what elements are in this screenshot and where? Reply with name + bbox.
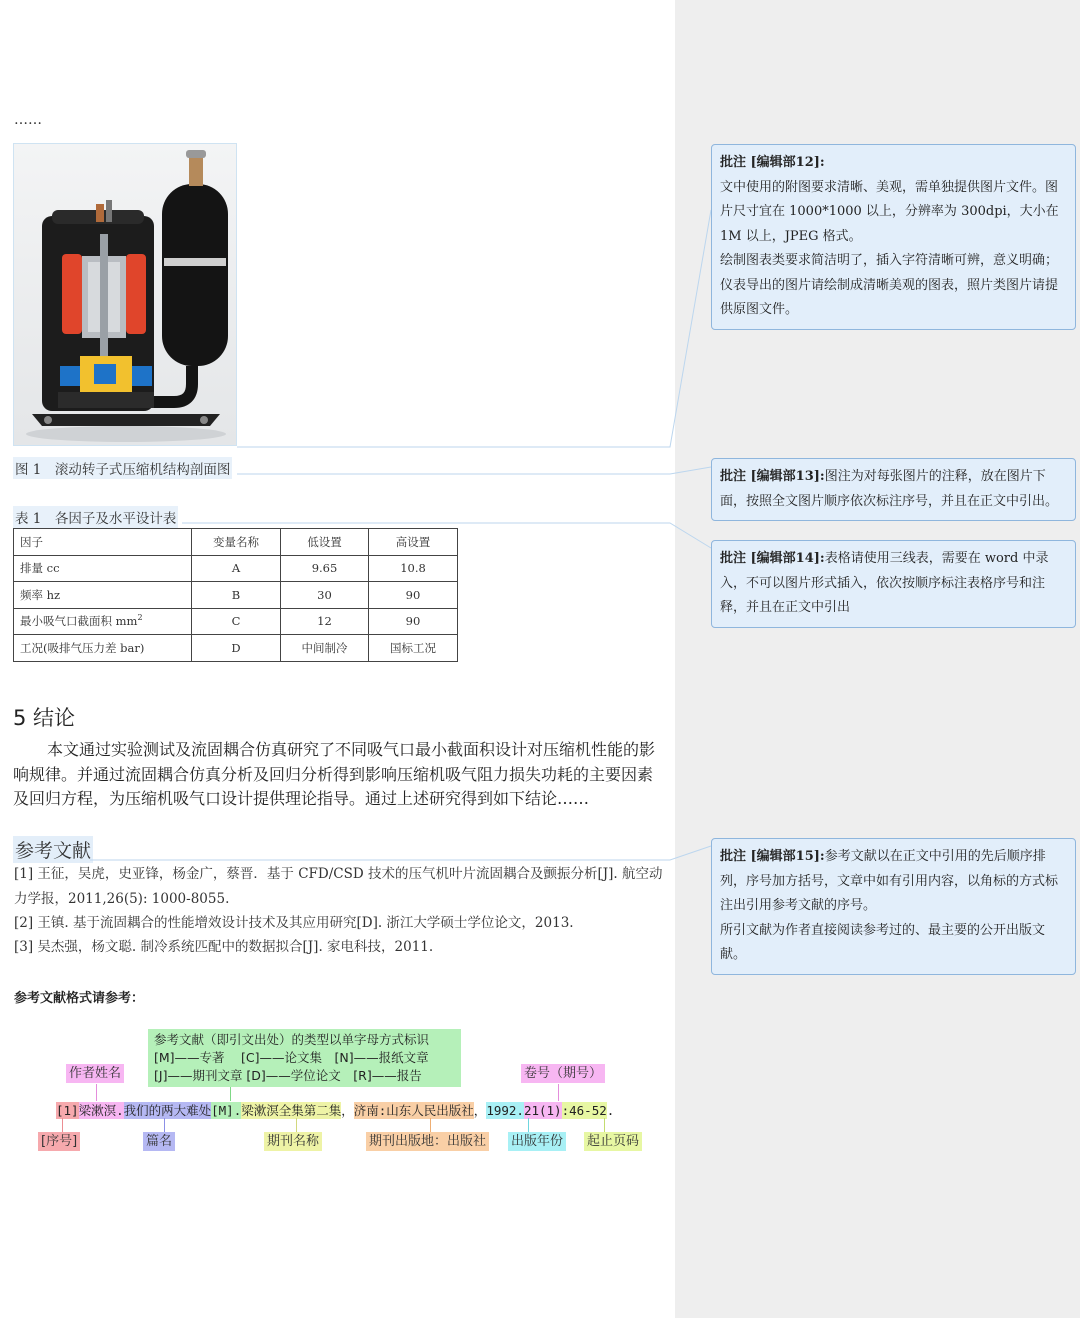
- table-cell: C: [192, 608, 281, 635]
- table-cell: 频率 hz: [14, 582, 192, 609]
- table-cell: 中间制冷: [281, 635, 369, 662]
- example-comma2: ，: [473, 1103, 487, 1118]
- superscript: 2: [137, 613, 143, 623]
- example-colon: :: [561, 1103, 570, 1118]
- conclusion-paragraph: 本文通过实验测试及流固耦合仿真研究了不同吸气口最小截面积设计对压缩机性能的影响规律。并通过流固耦合仿真分析及回归分析得到影响压缩机吸气阻力损失功耗的主要因素及回归方程，为压缩机吸气口设计提供理论指导。通过上述研究得到如下结论……: [13, 740, 656, 808]
- table-cell: 9.65: [281, 555, 369, 582]
- example-title: 我们的两大难处: [123, 1103, 212, 1118]
- table-caption: 表 1 各因子及水平设计表: [13, 506, 178, 528]
- example-comma: ，: [341, 1103, 354, 1118]
- reference-item: [3] 吴杰强，杨文聪. 制冷系统匹配中的数据拟合[J]. 家电科技，2011.: [14, 939, 434, 955]
- ellipsis-text: ……: [14, 112, 42, 128]
- legend-line: [M]——专著 [C]——论文集 [N]——报纸文章: [154, 1050, 429, 1065]
- reference-item: [1] 王征，吴虎，史亚锋，杨金广，蔡晋．基于 CFD/CSD 技术的压气机叶片流固耦合及颤振分析[J]. 航空动力学报，2011,26(5): 1000-8055.: [14, 866, 663, 907]
- table-cell: B: [192, 582, 281, 609]
- comment-text: 所引文献为作者直接阅读参考过的、最主要的公开出版文献。: [720, 922, 1046, 962]
- comment-15[interactable]: [711, 838, 1076, 975]
- legend-line: 参考文献（即引文出处）的类型以单字母方式标识: [154, 1032, 430, 1047]
- references-heading: 参考文献: [13, 836, 93, 863]
- leader-line-14: [182, 523, 711, 548]
- table-cell: 排量 cc: [14, 555, 192, 582]
- example-pages: 46-52: [569, 1103, 607, 1118]
- comment-label: 批注 [编辑部15]:: [720, 849, 825, 864]
- table-cell-text: 最小吸气口截面积 mm: [20, 614, 138, 629]
- label-title: 篇名: [143, 1132, 175, 1151]
- comment-14[interactable]: [711, 540, 1076, 628]
- label-author: 作者姓名: [66, 1064, 124, 1083]
- table-header-cell: 变量名称: [192, 529, 281, 556]
- table-cell: D: [192, 635, 281, 662]
- label-year: 出版年份: [508, 1132, 566, 1151]
- table-cell: 12: [281, 608, 369, 635]
- leader-line-12: [237, 210, 711, 447]
- table-cell: A: [192, 555, 281, 582]
- table-cell: 10.8: [369, 555, 458, 582]
- table-cell: 90: [369, 582, 458, 609]
- example-journal: 梁漱溟全集第二集: [241, 1103, 342, 1118]
- example-author: 梁漱溟.: [78, 1103, 124, 1118]
- comment-label: 批注 [编辑部12]:: [720, 155, 825, 170]
- comment-text: 参考文献以在正文中引用的先后顺序排列，序号加方括号，文章中如有引用内容，以角标的方式标注出引用参考文献的序号。: [720, 849, 1059, 913]
- example-type: [M].: [211, 1103, 242, 1118]
- table-cell: 工况(吸排气压力差 bar): [14, 635, 192, 662]
- label-seq: [序号]: [38, 1132, 80, 1151]
- table-cell: 90: [369, 608, 458, 635]
- leader-line-15: [90, 846, 711, 860]
- label-volume: 卷号（期号）: [521, 1064, 605, 1083]
- example-seq: [1]: [56, 1103, 79, 1118]
- comment-text: 图注为对每张图片的注释，放在图片下面，按照全文图片顺序依次标注序号，并且在正文中引出。: [720, 469, 1059, 509]
- label-pages: 起止页码: [584, 1132, 642, 1151]
- table-header-cell: 高设置: [369, 529, 458, 556]
- comment-13[interactable]: [711, 458, 1076, 521]
- comment-text: 文中使用的附图要求清晰、美观，需单独提供图片文件。图片尺寸宜在 1000*1000 以上，分辨率为 300dpi，大小在 1M 以上，JPEG 格式。: [720, 179, 1059, 244]
- section-heading: 5 结论: [13, 706, 76, 730]
- leader-line-13: [237, 467, 711, 474]
- example-end: .: [606, 1103, 615, 1118]
- reference-item: [2] 王镇. 基于流固耦合的性能增效设计技术及其应用研究[D]. 浙江大学硕士学位论文，2013.: [14, 915, 574, 931]
- legend-line: [J]——期刊文章 [D]——学位论文 [R]——报告: [154, 1068, 422, 1083]
- comment-text: 表格请使用三线表，需要在 word 中录入，不可以图片形式插入，依次按顺序标注表格序号和注释，并且在正文中引出: [720, 551, 1049, 615]
- table-cell: 30: [281, 582, 369, 609]
- label-journal: 期刊名称: [264, 1132, 322, 1151]
- label-place: 期刊出版地：出版社: [366, 1132, 489, 1151]
- comment-label: 批注 [编辑部14]:: [720, 551, 825, 566]
- format-title: 参考文献格式请参考：: [14, 991, 145, 1006]
- table-cell: 国标工况: [369, 635, 458, 662]
- figure-caption: 图 1 滚动转子式压缩机结构剖面图: [13, 457, 232, 479]
- comment-text: 绘制图表类要求简洁明了，插入字符清晰可辨，意义明确；仪表导出的图片请绘制成清晰美观的图表，照片类图片请提供原图文件。: [720, 253, 1059, 317]
- comment-12[interactable]: [711, 144, 1076, 330]
- example-place: 济南:山东人民出版社: [353, 1103, 474, 1118]
- comment-label: 批注 [编辑部13]:: [720, 469, 825, 484]
- example-year: 1992.: [486, 1103, 524, 1118]
- example-volume: 21(1): [523, 1103, 562, 1118]
- table-header-cell: 因子: [14, 529, 192, 556]
- table-header-cell: 低设置: [281, 529, 369, 556]
